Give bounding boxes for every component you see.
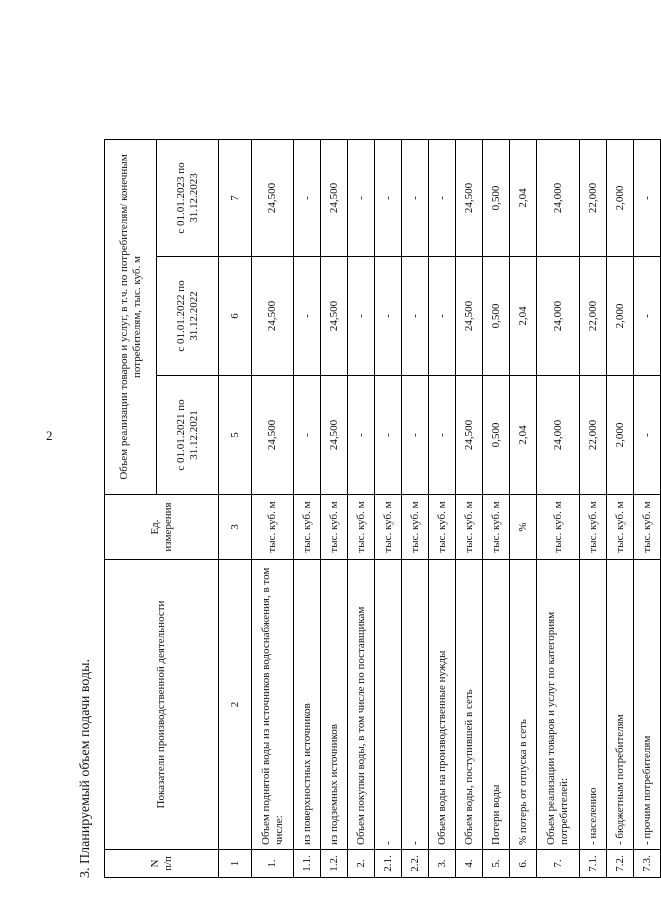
rotated-page-content <box>78 78 653 878</box>
header-period-2022: с 01.01.2022 по 31.12.2022 <box>157 257 219 376</box>
row-indicator: Объем поднятой воды из источников водоснабжения, в том числе: <box>252 560 294 850</box>
row-value-2021: 24,500 <box>321 376 348 495</box>
row-value-2021: 2,04 <box>510 376 537 495</box>
row-number: 6. <box>510 850 537 878</box>
row-value-2022: 24,000 <box>537 257 580 376</box>
row-number: 4. <box>456 850 483 878</box>
row-number: 3. <box>429 850 456 878</box>
col-number: 7 <box>219 140 252 257</box>
row-value-2023: 2,04 <box>510 140 537 257</box>
section-title: 3. Планируемый объем подачи воды. <box>78 658 93 878</box>
row-value-2023: - <box>375 140 402 257</box>
row-indicator: Объем воды, поступившей в сеть <box>456 560 483 850</box>
table-row <box>252 140 294 878</box>
table-row <box>510 140 537 878</box>
row-indicator: - <box>402 560 429 850</box>
table-row <box>429 140 456 878</box>
header-unit: Ед. измерения <box>105 495 219 560</box>
header-indicator: Показатели производственной деятельности <box>105 560 219 850</box>
row-indicator: из поверхностных источников <box>294 560 321 850</box>
row-indicator: Потери воды <box>483 560 510 850</box>
row-value-2023: - <box>634 140 661 257</box>
row-value-2023: 24,000 <box>537 140 580 257</box>
row-unit: тыс. куб. м <box>429 495 456 560</box>
row-indicator: Объем воды на производственные нужды <box>429 560 456 850</box>
row-value-2022: 0,500 <box>483 257 510 376</box>
row-value-2021: - <box>348 376 375 495</box>
row-value-2022: - <box>402 257 429 376</box>
table-row <box>580 140 607 878</box>
table-row <box>634 140 661 878</box>
row-number: 2. <box>348 850 375 878</box>
row-value-2022: 24,500 <box>252 257 294 376</box>
column-number-row <box>219 140 252 878</box>
row-unit: тыс. куб. м <box>375 495 402 560</box>
row-value-2023: 24,500 <box>321 140 348 257</box>
row-indicator: - <box>375 560 402 850</box>
row-value-2021: - <box>402 376 429 495</box>
header-period-2023: с 01.01.2023 по 31.12.2023 <box>157 140 219 257</box>
row-unit: тыс. куб. м <box>321 495 348 560</box>
row-number: 1. <box>252 850 294 878</box>
row-indicator: из подземных источников <box>321 560 348 850</box>
row-indicator: Объем реализации товаров и услуг по категориям потребителей: <box>537 560 580 850</box>
table-row <box>321 140 348 878</box>
row-number: 7.1. <box>580 850 607 878</box>
row-number: 5. <box>483 850 510 878</box>
row-value-2021: 22,000 <box>580 376 607 495</box>
row-unit: тыс. куб. м <box>348 495 375 560</box>
row-unit: тыс. куб. м <box>634 495 661 560</box>
row-value-2023: 24,500 <box>456 140 483 257</box>
header-volume-group: Объем реализации товаров и услуг, в т.ч. по потребителям/ конечным потребителям, тыс. куб. м <box>105 140 157 495</box>
row-value-2021: - <box>375 376 402 495</box>
row-value-2021: - <box>429 376 456 495</box>
row-unit: тыс. куб. м <box>294 495 321 560</box>
table-row <box>402 140 429 878</box>
col-number: 1 <box>219 850 252 878</box>
table-row <box>375 140 402 878</box>
row-value-2021: 24,500 <box>456 376 483 495</box>
row-unit: % <box>510 495 537 560</box>
header-row-1 <box>105 140 157 878</box>
row-value-2023: 22,000 <box>580 140 607 257</box>
row-unit: тыс. куб. м <box>607 495 634 560</box>
row-number: 7. <box>537 850 580 878</box>
page-number: 2 <box>46 428 53 443</box>
row-indicator: Объем покупки воды, в том числе по поставщикам <box>348 560 375 850</box>
row-value-2022: 24,500 <box>321 257 348 376</box>
row-value-2022: 22,000 <box>580 257 607 376</box>
col-number: 6 <box>219 257 252 376</box>
row-unit: тыс. куб. м <box>252 495 294 560</box>
row-value-2022: - <box>375 257 402 376</box>
row-unit: тыс. куб. м <box>537 495 580 560</box>
row-indicator: % потерь от отпуска в сеть <box>510 560 537 850</box>
row-value-2023: - <box>348 140 375 257</box>
row-number: 1.1. <box>294 850 321 878</box>
col-number: 3 <box>219 495 252 560</box>
row-value-2023: 2,000 <box>607 140 634 257</box>
row-value-2022: 2,04 <box>510 257 537 376</box>
header-period-2021: с 01.01.2021 по 31.12.2021 <box>157 376 219 495</box>
table-body <box>252 140 661 878</box>
row-unit: тыс. куб. м <box>483 495 510 560</box>
row-value-2023: - <box>402 140 429 257</box>
row-unit: тыс. куб. м <box>456 495 483 560</box>
col-number: 2 <box>219 560 252 850</box>
row-value-2023: 0,500 <box>483 140 510 257</box>
row-value-2022: - <box>348 257 375 376</box>
row-value-2021: 24,500 <box>252 376 294 495</box>
row-value-2023: - <box>429 140 456 257</box>
row-number: 1.2. <box>321 850 348 878</box>
row-value-2021: 0,500 <box>483 376 510 495</box>
table-row <box>537 140 580 878</box>
row-number: 2.1. <box>375 850 402 878</box>
row-indicator: - бюджетным потребителям <box>607 560 634 850</box>
row-value-2022: - <box>634 257 661 376</box>
table-row <box>348 140 375 878</box>
row-value-2021: - <box>294 376 321 495</box>
row-indicator: - населению <box>580 560 607 850</box>
table-row <box>294 140 321 878</box>
table-row <box>483 140 510 878</box>
row-number: 7.2. <box>607 850 634 878</box>
water-supply-table <box>104 139 661 878</box>
table-row <box>607 140 634 878</box>
row-value-2022: - <box>429 257 456 376</box>
row-indicator: - прочим потребителям <box>634 560 661 850</box>
row-value-2022: 24,500 <box>456 257 483 376</box>
header-num: N п/п <box>105 850 219 878</box>
row-value-2023: 24,500 <box>252 140 294 257</box>
row-unit: тыс. куб. м <box>580 495 607 560</box>
row-value-2021: - <box>634 376 661 495</box>
row-value-2023: - <box>294 140 321 257</box>
col-number: 5 <box>219 376 252 495</box>
row-number: 2.2. <box>402 850 429 878</box>
row-value-2021: 24,000 <box>537 376 580 495</box>
row-value-2022: - <box>294 257 321 376</box>
table-row <box>456 140 483 878</box>
row-unit: тыс. куб. м <box>402 495 429 560</box>
row-value-2022: 2,000 <box>607 257 634 376</box>
row-number: 7.3. <box>634 850 661 878</box>
row-value-2021: 2,000 <box>607 376 634 495</box>
